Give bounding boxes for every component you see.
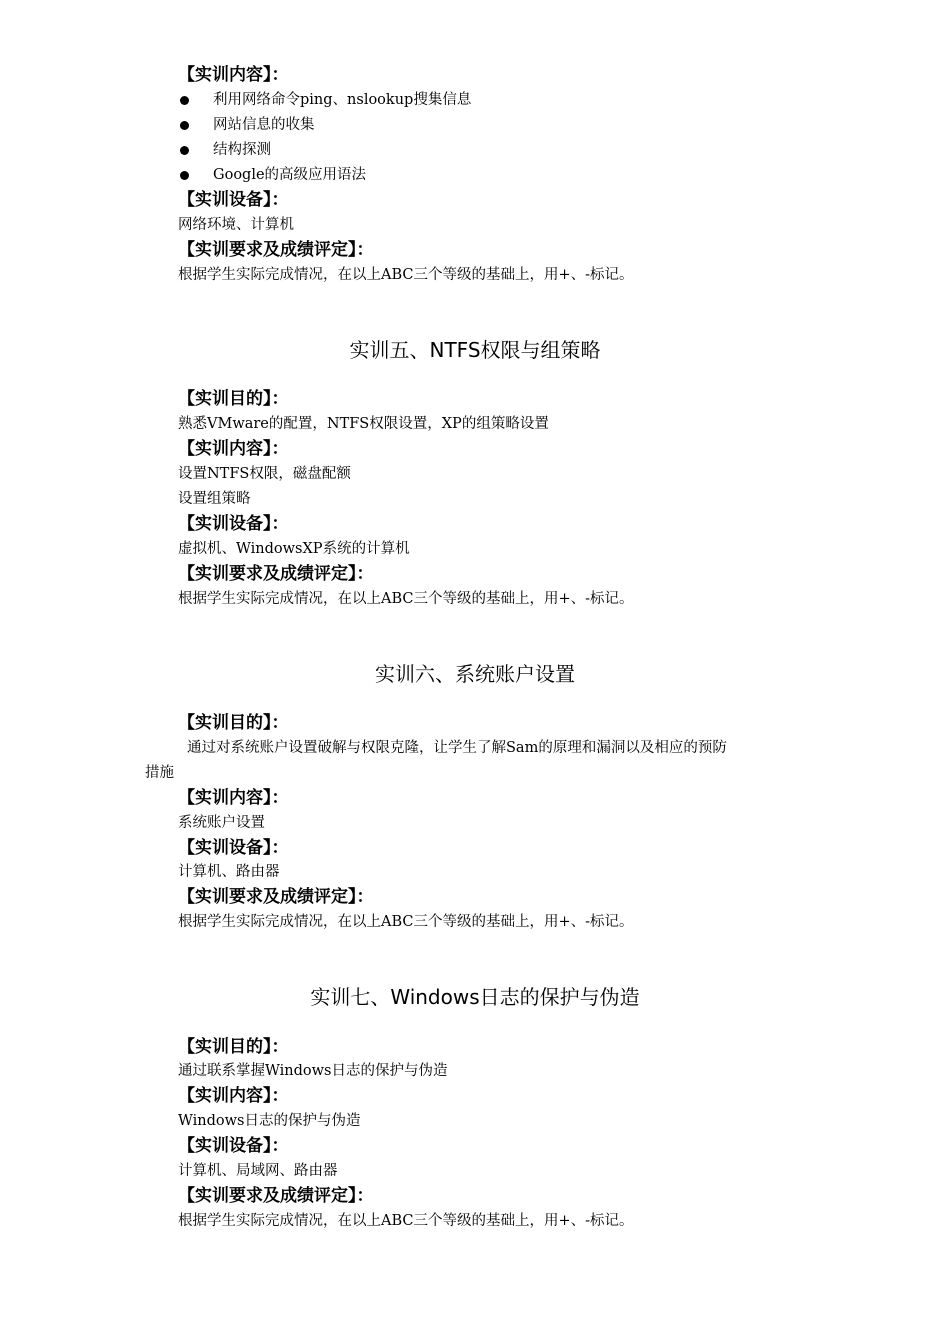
bullet-icon [180, 171, 189, 180]
list-item-text: 结构探测 [213, 142, 271, 158]
equipment-text: 计算机、局域网、路由器 [178, 1163, 338, 1179]
list-item-text: 网站信息的收集 [213, 117, 315, 133]
content-text: 系统账户设置 [178, 815, 265, 831]
requirement-label: 【实训要求及成绩评定】： [178, 1186, 374, 1206]
bullet-icon [180, 96, 189, 105]
equipment-label: 【实训设备】： [178, 190, 289, 210]
section-title: 实训六、系统账户设置 [375, 662, 575, 686]
list-item [178, 140, 271, 160]
bullet-icon [180, 146, 189, 155]
requirement-label: 【实训要求及成绩评定】： [178, 887, 374, 907]
content-text: 设置NTFS权限，磁盘配额 [178, 466, 351, 482]
section-title: 实训五、NTFS权限与组策略 [349, 338, 601, 362]
list-item [178, 115, 315, 135]
content-label: 【实训内容】： [178, 65, 289, 85]
content-label: 【实训内容】： [178, 788, 289, 808]
requirement-text: 根据学生实际完成情况，在以上ABC三个等级的基础上，用+、-标记。 [178, 267, 634, 283]
section-title: 实训七、Windows日志的保护与伪造 [310, 985, 640, 1009]
purpose-text: 熟悉VMware的配置，NTFS权限设置，XP的组策略设置 [178, 416, 549, 432]
purpose-text: 通过联系掌握Windows日志的保护与伪造 [178, 1063, 448, 1079]
list-item [178, 165, 366, 185]
purpose-label: 【实训目的】： [178, 389, 289, 409]
content-label: 【实训内容】： [178, 439, 289, 459]
requirement-text: 根据学生实际完成情况，在以上ABC三个等级的基础上，用+、-标记。 [178, 914, 634, 930]
list-item-text: Google的高级应用语法 [213, 167, 367, 183]
purpose-label: 【实训目的】： [178, 1037, 289, 1057]
equipment-label: 【实训设备】： [178, 514, 289, 534]
equipment-label: 【实训设备】： [178, 838, 289, 858]
list-item [178, 90, 471, 110]
equipment-text: 网络环境、计算机 [178, 217, 294, 233]
equipment-label: 【实训设备】： [178, 1136, 289, 1156]
list-item-text: 利用网络命令ping、nslookup搜集信息 [213, 92, 472, 108]
requirement-text: 根据学生实际完成情况，在以上ABC三个等级的基础上，用+、-标记。 [178, 1213, 634, 1229]
purpose-label: 【实训目的】： [178, 713, 289, 733]
requirement-label: 【实训要求及成绩评定】： [178, 240, 374, 260]
requirement-label: 【实训要求及成绩评定】： [178, 564, 374, 584]
equipment-text: 计算机、路由器 [178, 864, 280, 880]
bullet-icon [180, 121, 189, 130]
content-text: 设置组策略 [178, 491, 251, 507]
purpose-text: 通过对系统账户设置破解与权限克隆，让学生了解Sam的原理和漏洞以及相应的预防 [187, 740, 727, 756]
requirement-text: 根据学生实际完成情况，在以上ABC三个等级的基础上，用+、-标记。 [178, 591, 634, 607]
equipment-text: 虚拟机、WindowsXP系统的计算机 [178, 541, 410, 557]
content-text: Windows日志的保护与伪造 [178, 1113, 361, 1129]
purpose-text-continued: 措施 [145, 765, 174, 781]
content-label: 【实训内容】： [178, 1086, 289, 1106]
